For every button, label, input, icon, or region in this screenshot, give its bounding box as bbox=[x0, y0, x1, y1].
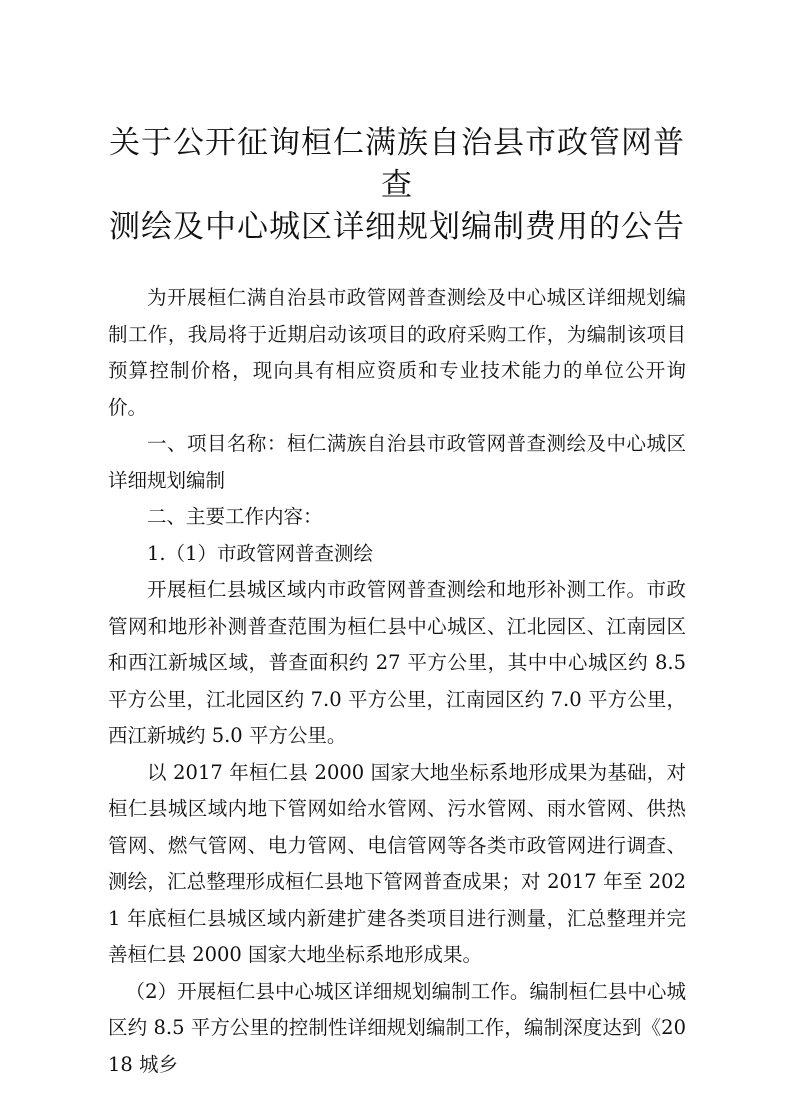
paragraph-intro: 为开展桓仁满自治县市政管网普查测绘及中心城区详细规划编制工作，我局将于近期启动该项目的政府采购工作，为编制该项目预算控制价格，现向具有相应资质和专业技术能力的单位公开询价。 bbox=[108, 286, 686, 419]
title-line-1: 关于公开征询桓仁满族自治县市政管网普查 bbox=[109, 125, 685, 203]
paragraph-item-2: （2）开展桓仁县中心城区详细规划编制工作。编制桓仁县中心城区约 8.5 平方公里的控制性详细规划编制工作，编制深度达到《2018 城乡 bbox=[108, 979, 686, 1076]
page-title bbox=[108, 0, 686, 248]
paragraph-work-content-heading: 二、主要工作内容： bbox=[147, 505, 323, 528]
paragraph-survey-scope: 开展桓仁县城区域内市政管网普查测绘和地形补测工作。市政管网和地形补测普查范围为桓仁县中心城区、江北园区、江南园区和西江新城区域，普查面积约 27 平方公里，其中中心城区约 8.5 平方公里，江北园区约 7.0 平方公里，江南园区约 7.0 平方公里，西江新城约 5.0 平方公里。 bbox=[108, 578, 686, 747]
title-line-2: 测绘及中心城区详细规划编制费用的公告 bbox=[109, 209, 685, 245]
document-body bbox=[108, 280, 686, 1083]
paragraph-project-name: 一、项目名称：桓仁满族自治县市政管网普查测绘及中心城区详细规划编制 bbox=[108, 432, 686, 492]
paragraph-item-1-heading: 1.（1）市政管网普查测绘 bbox=[147, 541, 374, 565]
paragraph-survey-basis: 以 2017 年桓仁县 2000 国家大地坐标系地形成果为基础，对桓仁县城区域内地下管网如给水管网、污水管网、雨水管网、供热管网、燃气管网、电力管网、电信管网等各类市政管网进行调查、测绘，汇总整理形成桓仁县地下管网普查成果；对 2017 年至 2021 年底桓仁县城区域内新建扩建各类项目进行测量，汇总整理并完善桓仁县 2000 国家大地坐标系地形成果。 bbox=[108, 760, 686, 966]
